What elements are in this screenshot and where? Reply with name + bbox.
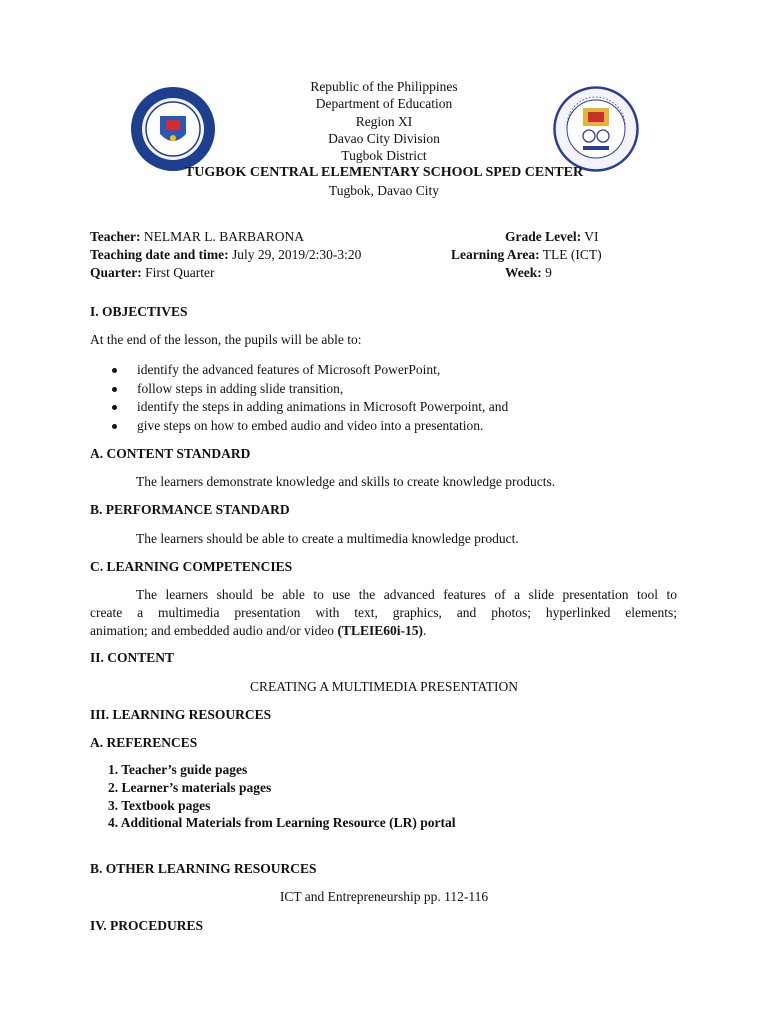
other-resources-heading: B. OTHER LEARNING RESOURCES: [90, 861, 317, 876]
content-standard-heading: A. CONTENT STANDARD: [90, 446, 251, 461]
bullet-icon: [112, 405, 117, 410]
document-header: [0, 78, 768, 199]
list-item: follow steps in adding slide transition,: [112, 380, 508, 399]
grade-level-label: Grade Level:: [505, 229, 582, 244]
list-item: 1. Teacher’s guide pages: [108, 762, 248, 777]
week-field: [505, 265, 552, 281]
bullet-icon: [112, 368, 117, 373]
objectives-intro: At the end of the lesson, the pupils will be able to:: [90, 332, 362, 347]
content-standard-text: The learners demonstrate knowledge and skills to create knowledge products.: [136, 474, 556, 489]
learning-area-field: [451, 247, 602, 263]
list-item: identify the steps in adding animations in Microsoft Powerpoint, and: [112, 398, 508, 417]
week-value: 9: [541, 265, 552, 280]
performance-standard-text: The learners should be able to create a multimedia knowledge product.: [136, 531, 519, 546]
teaching-date-field: [90, 247, 361, 263]
objectives-heading: I. OBJECTIVES: [90, 304, 188, 319]
teaching-date-value: July 29, 2019/2:30-3:20: [228, 247, 362, 262]
other-resources-text: ICT and Entrepreneurship pp. 112-116: [279, 889, 489, 904]
procedures-heading: IV. PROCEDURES: [90, 918, 204, 933]
learning-area-value: TLE (ICT): [539, 247, 602, 262]
competencies-line-1: The learners should be able to use the advanced features of a slide presentation tool to: [136, 587, 677, 602]
list-item: 3. Textbook pages: [108, 797, 211, 813]
competencies-line-2: create a multimedia presentation with text, graphics, and photos; hyperlinked elements;: [90, 605, 677, 620]
list-item: 4. Additional Materials from Learning Resource (LR) portal: [108, 815, 456, 831]
quarter-label: Quarter:: [90, 265, 142, 280]
list-item: give steps on how to embed audio and video into a presentation.: [112, 417, 508, 436]
list-item: 2. Learner’s materials pages: [108, 779, 272, 795]
teaching-date-label: Teaching date and time:: [90, 247, 229, 262]
content-title: CREATING A MULTIMEDIA PRESENTATION: [249, 679, 519, 694]
list-item: identify the advanced features of Microsoft PowerPoint,: [112, 361, 508, 380]
header-line-division: Davao City Division: [328, 130, 440, 146]
references-heading: A. REFERENCES: [90, 735, 198, 750]
week-label: Week:: [505, 265, 542, 280]
header-line-district: Tugbok District: [341, 148, 427, 164]
references-list: [108, 761, 455, 832]
learning-competencies-heading: C. LEARNING COMPETENCIES: [90, 559, 293, 574]
teacher-label: Teacher:: [90, 229, 141, 244]
header-line-republic: Republic of the Philippines: [310, 79, 458, 94]
objectives-list: [112, 361, 508, 435]
competency-code: (TLEIE60i-15): [337, 623, 423, 638]
school-name: TUGBOK CENTRAL ELEMENTARY SCHOOL SPED CENTER: [184, 165, 584, 181]
teacher-field: [90, 229, 304, 245]
header-line-region: Region XI: [355, 113, 413, 129]
grade-level-field: [505, 229, 599, 245]
content-heading: II. CONTENT: [90, 650, 175, 665]
competencies-line-3: animation; and embedded audio and/or video (TLEIE60i-15).: [90, 623, 427, 638]
grade-level-value: VI: [581, 229, 599, 244]
header-line-department: Department of Education: [315, 96, 453, 112]
quarter-value: First Quarter: [141, 265, 215, 280]
quarter-field: [90, 265, 214, 281]
bullet-icon: [112, 387, 117, 392]
teacher-value: NELMAR L. BARBARONA: [140, 229, 305, 244]
bullet-icon: [112, 424, 117, 429]
learning-area-label: Learning Area:: [451, 247, 540, 262]
learning-resources-heading: III. LEARNING RESOURCES: [90, 707, 272, 722]
school-location: Tugbok, Davao City: [328, 182, 440, 198]
performance-standard-heading: B. PERFORMANCE STANDARD: [90, 502, 290, 517]
